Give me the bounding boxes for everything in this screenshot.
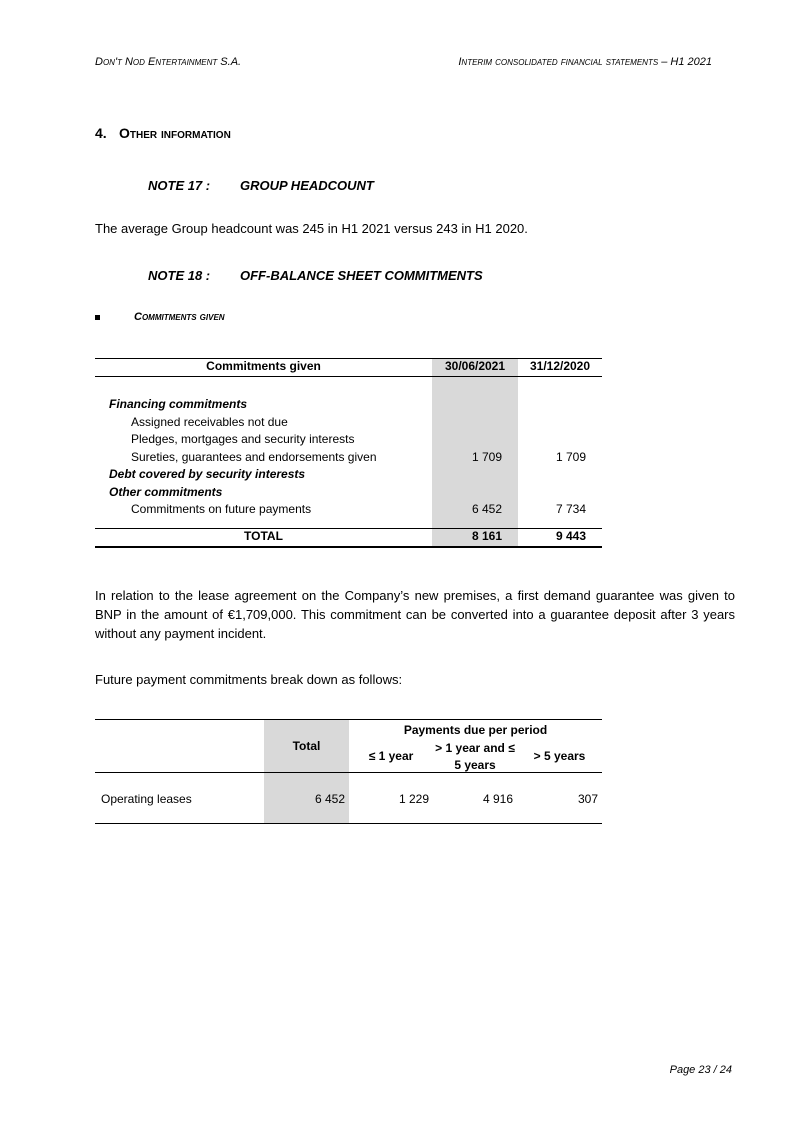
row-value-2021 bbox=[432, 485, 518, 503]
payments-table bbox=[95, 719, 602, 824]
headcount-paragraph: The average Group headcount was 245 in H1 2021 versus 243 in H1 2020. bbox=[95, 221, 528, 236]
table-row bbox=[95, 485, 602, 503]
note-18-label: NOTE 18 : bbox=[148, 268, 211, 283]
row-value-2021: 6 452 bbox=[432, 502, 518, 520]
note-18-heading bbox=[148, 268, 483, 283]
shade-cell bbox=[432, 520, 518, 528]
row-value-2021 bbox=[432, 415, 518, 433]
page-number: Page 23 / 24 bbox=[669, 1064, 732, 1076]
row-label: Pledges, mortgages and security interests bbox=[131, 432, 355, 446]
row-value-2021 bbox=[432, 467, 518, 485]
row-value-2021: 1 709 bbox=[432, 450, 518, 468]
table-row bbox=[95, 397, 602, 415]
col-header-1-to-5-line2: 5 years bbox=[454, 758, 496, 772]
row-value-under-1-year: 1 229 bbox=[398, 792, 429, 806]
total-value-2021: 8 161 bbox=[432, 529, 518, 546]
commitments-given-heading-text: Commitments given bbox=[134, 311, 225, 323]
col-header-over-5-years: > 5 years bbox=[533, 749, 586, 763]
total-label: TOTAL bbox=[244, 528, 283, 543]
row-label: Debt covered by security interests bbox=[109, 467, 306, 481]
row-label: Assigned receivables not due bbox=[131, 414, 288, 429]
header-period: – H1 2021 bbox=[661, 56, 712, 68]
section-number: 4. bbox=[95, 125, 107, 141]
header-document-title-text: Interim consolidated financial statements bbox=[458, 56, 659, 68]
row-value-1-to-5-years: 4 916 bbox=[482, 792, 513, 806]
row-value-2021 bbox=[432, 432, 518, 450]
total-header: Total bbox=[292, 739, 321, 753]
table-row bbox=[95, 450, 602, 468]
header-cell-date-2: 31/12/2020 bbox=[529, 359, 591, 373]
shade-cell bbox=[432, 377, 518, 397]
row-label: Financing commitments bbox=[109, 397, 248, 411]
note-18-title: OFF-BALANCE SHEET COMMITMENTS bbox=[240, 268, 483, 283]
section-title bbox=[95, 125, 231, 141]
table-row bbox=[95, 432, 602, 450]
note-17-title: GROUP HEADCOUNT bbox=[240, 178, 374, 193]
table-spacer bbox=[95, 520, 602, 528]
row-value-2021 bbox=[432, 397, 518, 415]
header-company: Don't Nod Entertainment S.A. bbox=[95, 56, 242, 68]
row-label-operating-leases: Operating leases bbox=[101, 792, 192, 806]
row-value-over-5-years: 307 bbox=[577, 792, 598, 806]
header-cell-label: Commitments given bbox=[206, 359, 321, 373]
table-spacer bbox=[95, 377, 602, 397]
lease-paragraph: In relation to the lease agreement on the Company’s new premises, a first demand guarantee was given to BNP in the amount of €1,709,000. This commitment can be converted into a guarantee deposit after 3 years without any payment incident. bbox=[95, 588, 735, 641]
col-header-under-1-year: ≤ 1 year bbox=[368, 749, 414, 763]
header-cell-date-1: 30/06/2021 bbox=[432, 359, 518, 376]
period-header: Payments due per period bbox=[403, 723, 548, 737]
table-row bbox=[95, 467, 602, 485]
commitments-table bbox=[95, 358, 602, 548]
row-label: Sureties, guarantees and endorsements given bbox=[131, 449, 377, 464]
header-document-title bbox=[458, 56, 712, 68]
header-divider bbox=[95, 772, 602, 773]
col-header-1-to-5-years bbox=[433, 740, 517, 774]
table-row bbox=[95, 415, 602, 433]
total-value-2020: 9 443 bbox=[555, 528, 586, 543]
row-value-2020: 1 709 bbox=[555, 449, 586, 464]
col-header-1-to-5-line1: > 1 year and ≤ bbox=[435, 741, 515, 755]
note-17-heading bbox=[148, 178, 374, 193]
section-title-text: Other information bbox=[119, 125, 231, 141]
note-17-label: NOTE 17 : bbox=[148, 178, 211, 193]
commitments-given-heading bbox=[95, 311, 225, 323]
breakdown-intro: Future payment commitments break down as follows: bbox=[95, 672, 403, 687]
bullet-square-icon bbox=[95, 315, 100, 320]
row-value-total: 6 452 bbox=[314, 792, 345, 806]
row-label: Commitments on future payments bbox=[131, 502, 312, 516]
row-value-2020: 7 734 bbox=[555, 502, 586, 516]
row-label: Other commitments bbox=[109, 484, 223, 499]
table-row bbox=[95, 502, 602, 520]
table-total-row bbox=[95, 528, 602, 548]
table-header-row bbox=[95, 358, 602, 377]
